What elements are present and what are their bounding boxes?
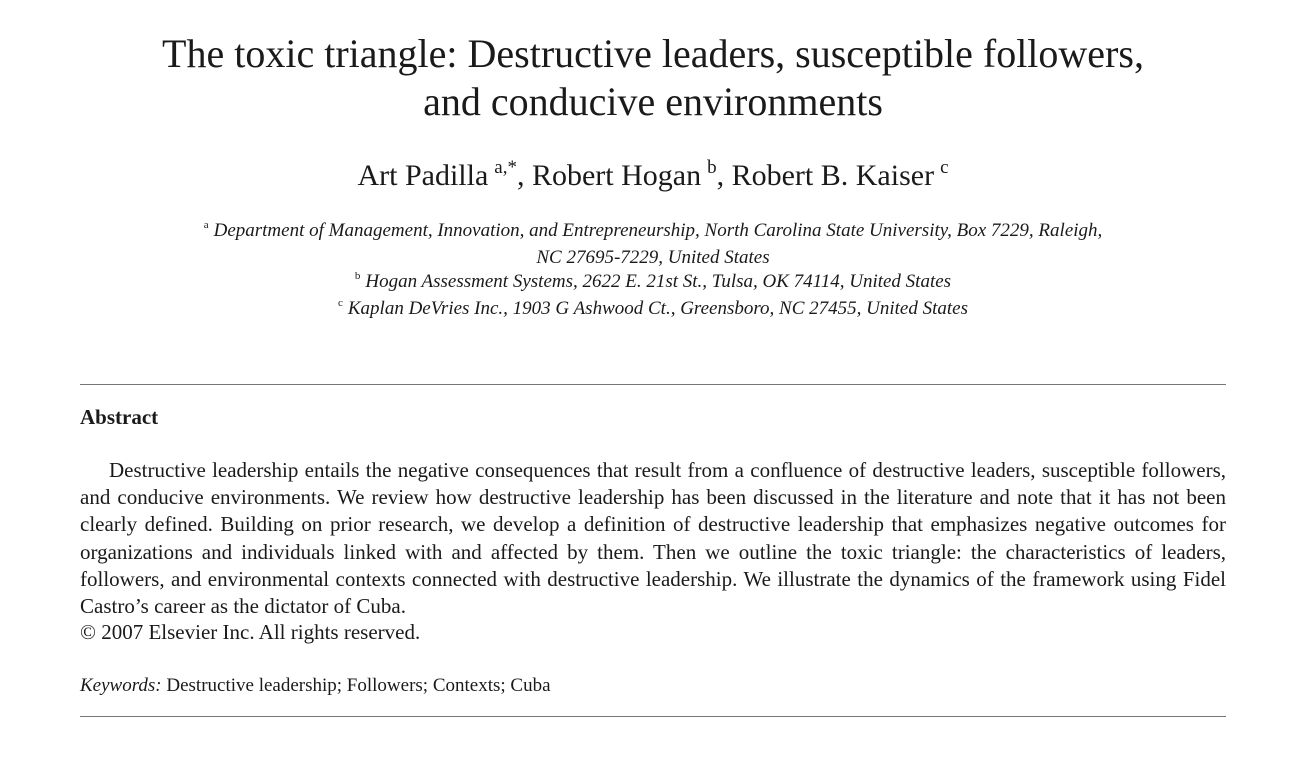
- keywords: [80, 674, 551, 698]
- affiliation-text: Kaplan DeVries Inc., 1903 G Ashwood Ct., Greensboro, NC 27455, United States: [347, 297, 968, 319]
- affiliation-mark: c: [337, 296, 343, 309]
- affiliation-a: [80, 219, 1226, 246]
- copyright-notice: © 2007 Elsevier Inc. All rights reserved.: [80, 620, 421, 644]
- paper-title-line-2: and conducive environments: [423, 79, 883, 124]
- abstract-text: Destructive leadership entails the negative consequences that result from a confluence of destructive leaders, susceptible followers, and conducive environments. We review how destructive leadership has been discussed in the literature and note that it has not been clearly defined. Building on prior research, we develop a definition of destructive leadership that emphasizes negative outcomes for organizations and individuals linked with and affected by them. Then we outline the toxic triangle: the characteristics of leaders, followers, and environmental contexts connected with destructive leadership. We illustrate the dynamics of the framework using Fidel Castro’s career as the dictator of Cuba.: [80, 458, 1226, 619]
- section-divider: [80, 716, 1226, 717]
- affiliation-a-continued: [80, 246, 1226, 271]
- author-affiliation-mark: b: [707, 157, 717, 178]
- affiliation-b: [80, 270, 1226, 297]
- affiliation-text: Department of Management, Innovation, and Entrepreneurship, North Carolina State University, Box 7229, Raleigh,: [213, 220, 1103, 241]
- section-divider: [80, 384, 1226, 385]
- keywords-label: Keywords:: [80, 675, 162, 696]
- affiliation-mark: a: [203, 219, 209, 231]
- keywords-list: Destructive leadership; Followers; Contexts; Cuba: [166, 675, 551, 696]
- affiliation-mark: b: [354, 270, 361, 282]
- abstract-heading: Abstract: [80, 405, 159, 429]
- paper-title: [80, 30, 1226, 126]
- affiliation-c: [80, 297, 1226, 324]
- affiliation-list: [80, 219, 1226, 323]
- author-affiliation-mark: a,*: [494, 157, 517, 178]
- paper-title-line-1: The toxic triangle: Destructive leaders, susceptible followers,: [162, 31, 1144, 76]
- affiliation-text: Hogan Assessment Systems, 2622 E. 21st St., Tulsa, OK 74114, United States: [365, 271, 952, 292]
- author-list: Art Padilla $^{a,*}$, Robert Hogan $^b$, Robert B. Kaiser $^c$: [357, 157, 949, 192]
- author-name: Art Padilla: [357, 159, 489, 192]
- author-name: Robert B. Kaiser: [731, 159, 935, 192]
- affiliation-text: NC 27695-7229, United States: [536, 246, 770, 268]
- author-name: Robert Hogan: [531, 159, 702, 192]
- author-affiliation-mark: c: [940, 157, 949, 178]
